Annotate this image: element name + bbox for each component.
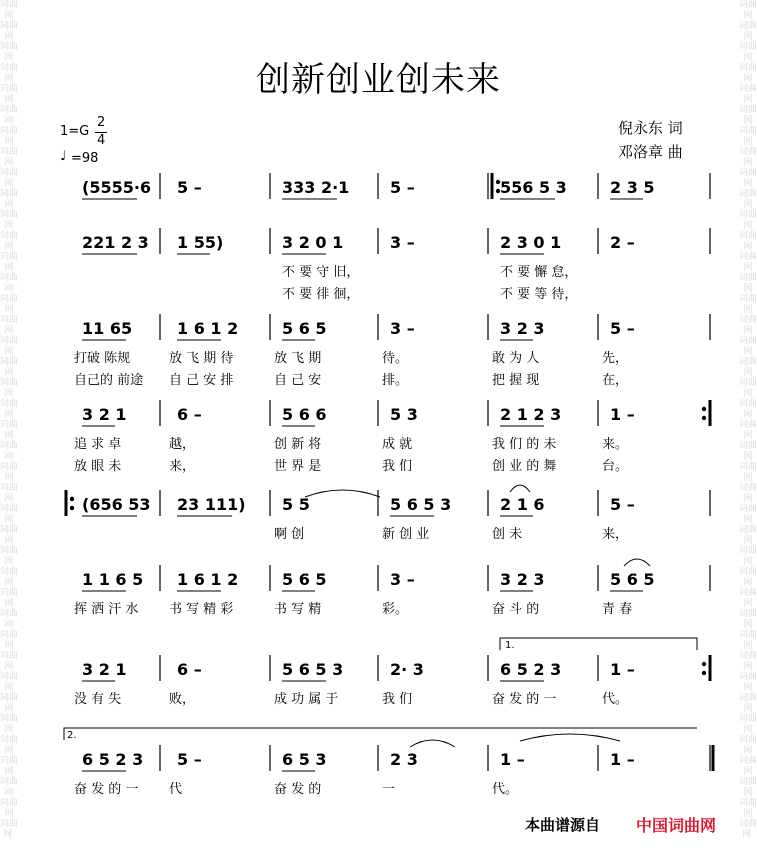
note-group: 3 – (390, 570, 415, 589)
tie-slur (305, 490, 380, 497)
lyric-text: 排。 (382, 373, 409, 388)
lyric-text: 新 创 业 (382, 527, 430, 542)
note-group: 5 6 5 3 (282, 660, 344, 679)
lyric-text: 放 飞 期 待 (169, 351, 234, 366)
lyric-text: 彩。 (382, 602, 409, 617)
note-group: 2 3 (390, 750, 418, 769)
repeat-dot (702, 407, 705, 410)
note-group: 1 1 6 5 (82, 570, 144, 589)
note-group: 2 3 0 1 (500, 233, 562, 252)
lyric-text: 奋 发 的 一 (492, 692, 557, 707)
note-group: 6 – (177, 660, 202, 679)
lyric-text: 我 们 的 未 (492, 437, 557, 452)
lyric-text: 创 新 将 (274, 437, 322, 452)
repeat-dot (702, 662, 705, 665)
lyric-text: 来。 (602, 437, 629, 452)
lyric-text: 奋 斗 的 (492, 602, 540, 617)
note-group: 333 2·1 (282, 178, 350, 197)
volta-bracket-2 (64, 728, 697, 740)
key-signature: 1=G (60, 124, 90, 139)
tie-slur (520, 734, 620, 741)
lyric-text: 成 功 属 于 (274, 692, 339, 707)
volta-bracket-1 (500, 638, 697, 650)
note-group: 3 – (390, 233, 415, 252)
lyric-text: 没 有 失 (74, 692, 122, 707)
tie-slur (510, 485, 530, 492)
lyric-text: 奋 发 的 一 (74, 782, 139, 797)
note-group: 5 – (610, 495, 635, 514)
repeat-dot (702, 671, 705, 674)
note-group: 6 5 2 3 (500, 660, 562, 679)
note-group: 5 6 5 3 (390, 495, 452, 514)
note-group: 1 – (500, 750, 525, 769)
lyric-text: 代。 (602, 692, 629, 707)
lyric-text: 自己的 前途 (74, 373, 144, 388)
note-group: 3 – (390, 319, 415, 338)
note-group: 5 – (177, 750, 202, 769)
lyric-text: 来， (169, 459, 196, 474)
lyric-text: 台。 (602, 459, 629, 474)
page-title: 创新创业创未来 (256, 60, 501, 100)
lyricist-credit: 倪永东 词 (618, 119, 683, 137)
note-group: 6 5 2 3 (82, 750, 144, 769)
lyric-text: 在， (602, 373, 629, 388)
note-group: 1 – (610, 750, 635, 769)
repeat-dot (702, 416, 705, 419)
note-group: 23 111) (177, 495, 246, 514)
volta-label-1: 1. (505, 640, 515, 651)
lyric-text: 自 己 安 排 (169, 373, 234, 388)
lyric-text: 啊 创 (274, 527, 305, 542)
note-group: 3 2 1 (82, 660, 127, 679)
watermark-left: 词曲网 词曲网 词曲网 词曲网 词曲网 词曲网 词曲网 词曲网 词曲网 词曲网 词曲网 词曲网 词曲网 词曲网 词曲网 词曲网 词曲网 词曲网 词曲网 词曲网 词曲网 词曲网 词曲网 词曲网 词曲网 词曲网 词曲网 词曲网 词曲网 词曲网 词曲网 词曲网 词曲网 词曲网 词曲网 词曲网 词曲网 词曲网 词曲网 词曲网 (0, 0, 18, 840)
lyric-text: 一 (382, 782, 396, 797)
lyric-text: 代 (169, 782, 183, 797)
note-group: 1 6 1 2 (177, 319, 239, 338)
note-group: 6 – (177, 405, 202, 424)
note-group: 1 6 1 2 (177, 570, 239, 589)
lyric-text: 败， (169, 692, 196, 707)
lyric-text: 我 们 (382, 692, 413, 707)
volta-label-2: 2. (67, 730, 77, 741)
lyric-text: 不 要 守 旧， (282, 265, 360, 280)
note-group: 5 6 5 (282, 570, 327, 589)
note-group: 5 – (610, 319, 635, 338)
lyric-text: 世 界 是 (274, 459, 322, 474)
note-group: 6 5 3 (282, 750, 327, 769)
lyric-text: 代。 (492, 782, 519, 797)
note-group: 5 6 5 (282, 319, 327, 338)
note-group: 221 2 3 (82, 233, 149, 252)
lyric-text: 奋 发 的 (274, 782, 322, 797)
tie-slur (624, 559, 650, 566)
lyric-text: 放 眼 未 (74, 459, 122, 474)
lyric-text: 我 们 (382, 459, 413, 474)
lyric-text: 书 写 精 彩 (169, 602, 234, 617)
lyric-text: 书 写 精 (274, 602, 322, 617)
note-group: 2 1 6 (500, 495, 545, 514)
lyric-text: 放 飞 期 (274, 351, 322, 366)
note-group: 2 3 5 (610, 178, 655, 197)
lyric-text: 挥 洒 汗 水 (74, 602, 139, 617)
lyric-text: 创 业 的 舞 (492, 459, 557, 474)
footer-source-label: 本曲谱源自 (525, 816, 601, 834)
watermark-right: 词曲网 词曲网 词曲网 词曲网 词曲网 词曲网 词曲网 词曲网 词曲网 词曲网 词曲网 词曲网 词曲网 词曲网 词曲网 词曲网 词曲网 词曲网 词曲网 词曲网 词曲网 词曲网 词曲网 词曲网 词曲网 词曲网 词曲网 词曲网 词曲网 词曲网 词曲网 词曲网 词曲网 词曲网 词曲网 词曲网 词曲网 词曲网 词曲网 词曲网 (739, 0, 757, 840)
note-group: 5 3 (390, 405, 418, 424)
composer-credit: 邓洛章 曲 (618, 143, 683, 161)
note-group: 3 2 3 (500, 319, 545, 338)
note-group: 1 – (610, 660, 635, 679)
tempo-note-icon: ♩ (60, 149, 67, 164)
note-group: 1 55) (177, 233, 224, 252)
note-group: 556 5 3 (500, 178, 567, 197)
lyric-text: 打破 陈规 (74, 351, 131, 366)
lyric-text: 先， (602, 351, 629, 366)
note-group: 2 1 2 3 (500, 405, 562, 424)
lyric-text: 不 要 懈 怠， (500, 265, 578, 280)
note-group: 3 2 0 1 (282, 233, 344, 252)
lyric-text: 把 握 现 (492, 373, 540, 388)
footer-site-link[interactable]: 中国词曲网 (636, 816, 717, 835)
repeat-dot (70, 506, 73, 509)
note-group: 2 – (610, 233, 635, 252)
tie-slur (410, 740, 455, 747)
lyric-text: 自 己 安 (274, 373, 322, 388)
lyric-text: 成 就 (382, 437, 413, 452)
repeat-dot (70, 497, 73, 500)
lyric-text: 待。 (382, 351, 409, 366)
note-group: 5 6 5 (610, 570, 655, 589)
lyric-text: 不 要 徘 徊， (282, 287, 360, 302)
lyric-text: 追 求 卓 (74, 437, 122, 452)
note-group: 5 – (177, 178, 202, 197)
note-group: 3 2 3 (500, 570, 545, 589)
lyric-text: 创 未 (492, 527, 523, 542)
lyric-text: 青 春 (602, 602, 633, 617)
note-group: 5 5 (282, 495, 310, 514)
tempo-marking: =98 (71, 151, 99, 166)
note-group: 5 6 6 (282, 405, 327, 424)
note-group: 11 65 (82, 319, 133, 338)
note-group: 1 – (610, 405, 635, 424)
time-signature-bottom: 4 (97, 133, 106, 148)
note-group: 5 – (390, 178, 415, 197)
note-group: 2· 3 (390, 660, 424, 679)
note-group: (5555·6 (82, 178, 152, 197)
note-group: (656 53 (82, 495, 151, 514)
time-signature-top: 2 (97, 115, 106, 130)
lyric-text: 越， (169, 437, 196, 452)
lyric-text: 敢 为 人 (492, 351, 540, 366)
lyric-text: 不 要 等 待， (500, 287, 578, 302)
lyric-text: 来， (602, 527, 629, 542)
note-group: 3 2 1 (82, 405, 127, 424)
